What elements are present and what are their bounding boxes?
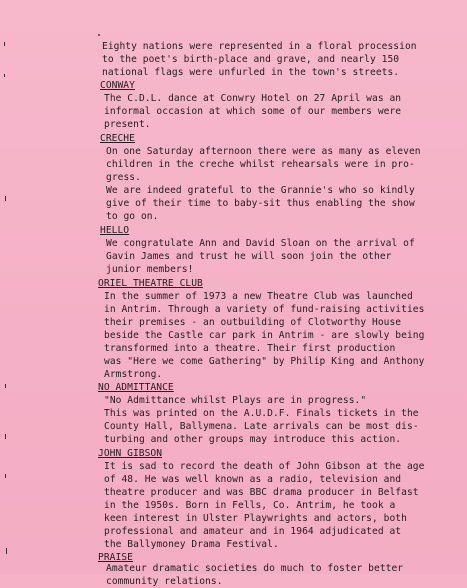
margin-mark [5,434,6,439]
admittance-line: This was printed on the A.U.D.F. Finals tickets in the [104,408,419,419]
gibson-line: professional and amateur and in 1964 adjudicated at [104,526,402,537]
oriel-line: Armstrong. [104,369,163,380]
conway-line: The C.D.L. dance at Conwry Hotel on 27 April was an [104,93,402,104]
section-heading-conway: CONWAY [100,80,135,91]
section-heading-praise: PRAISE [98,552,133,563]
margin-mark [4,42,5,46]
gibson-line: theatre producer and was BBC drama producer in Belfast [104,487,419,498]
admittance-line: "No Admittance whilst Plays are in progress." [104,395,367,406]
hello-line: Gavin James and trust he will soon join the other [106,251,392,262]
oriel-line: in Antrim. Through a variety of fund-raising activities [104,304,425,315]
intro-line: national flags were unfurled in the town's streets. [102,67,400,78]
section-heading-john-gibson: JOHN GIBSON [98,448,163,459]
admittance-line: turbing and other groups may introduce this action. [104,434,402,445]
creche-line: On one Saturday afternoon there were as many as eleven [106,146,421,157]
creche-line: give of their time to baby-sit thus enabling the show [106,198,415,209]
gibson-line: in the 1950s. Born in Fells, Co. Antrim, he took a [104,500,396,511]
gibson-line: the Ballymoney Drama Festival. [104,539,279,550]
gibson-line: It is sad to record the death of John Gibson at the age [104,461,425,472]
oriel-line: their premises - an outbuilding of Clotworthy House [104,317,402,328]
creche-line: children in the creche whilst rehearsals were in pro- [106,159,415,170]
margin-mark [4,74,5,77]
oriel-line: beside the Castle car park in Antrim - are slowly being [104,330,425,341]
oriel-line: transformed into a theatre. Their first production [104,343,396,354]
creche-line: gress. [106,172,141,183]
creche-line: to go on. [106,211,159,222]
margin-mark [5,474,6,478]
oriel-line: was "Here we come Gathering" by Philip King and Anthony [104,356,425,367]
praise-line: Amateur dramatic societies do much to foster better [106,563,404,574]
intro-line: to the poet's birth-place and grave, and nearly 150 [102,54,400,65]
conway-line: present. [104,119,151,130]
hello-line: We congratulate Ann and David Sloan on the arrival of [106,238,415,249]
section-heading-hello: HELLO [100,225,130,236]
section-heading-oriel-theatre-club: ORIEL THEATRE CLUB [98,278,203,289]
gibson-line: of 48. He was well known as a radio, television and [104,474,402,485]
intro-line: Eighty nations were represented in a floral procession [102,41,417,52]
speck [98,34,100,36]
conway-line: informal occasion at which some of our members were [104,106,402,117]
oriel-line: In the summer of 1973 a new Theatre Club was launched [104,291,413,302]
margin-mark [5,196,6,201]
section-heading-no-admittance: NO ADMITTANCE [98,382,174,393]
margin-mark [5,384,6,388]
section-heading-creche: CRECHE [100,133,135,144]
creche-line: We are indeed grateful to the Grannie's who so kindly [106,185,415,196]
admittance-line: County Hall, Ballymena. Late arrivals can be most dis- [104,421,419,432]
hello-line: junior members! [106,264,194,275]
praise-line: community relations. [106,576,223,587]
gibson-line: keen interest in Ulster Playwrights and actors, both [104,513,407,524]
margin-mark [6,548,7,554]
